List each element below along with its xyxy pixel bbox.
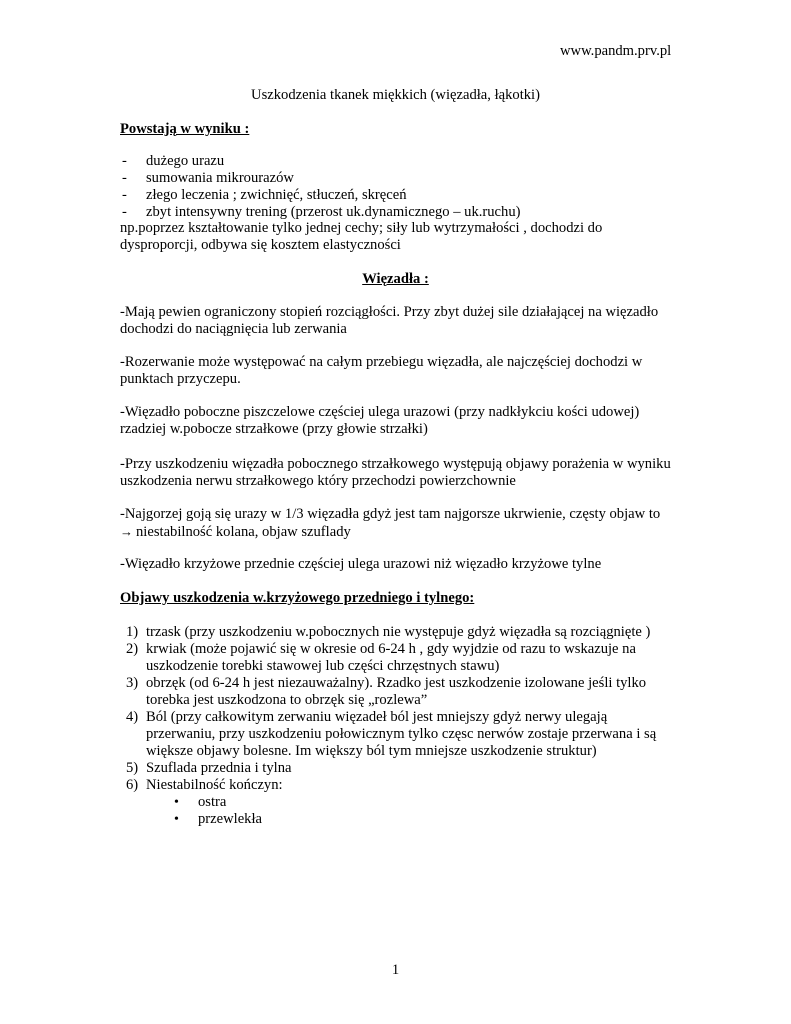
list-item: 1) trzask (przy uszkodzeniu w.pobocznych nie występuje gdyż więzadła są rozciągnięte ) [126,624,651,640]
arrow-right-icon: → [120,524,133,539]
section-heading-ligaments: Więzadła : [362,271,429,287]
paragraph-line: np.poprzez kształtowanie tylko jednej cechy; siły lub wytrzymałości , dochodzi do [120,220,603,236]
document-title: Uszkodzenia tkanek miękkich (więzadła, łąkotki) [251,87,540,103]
paragraph-line: → niestabilność kolana, objaw szuflady [120,524,351,540]
paragraph-line: dysproporcji, odbywa się kosztem elastyczności [120,237,401,253]
paragraph-line: -Więzadło poboczne piszczelowe częściej ulega urazowi (przy nadkłykciu kości udowej) [120,404,640,420]
paragraph-line: punktach przyczepu. [120,371,241,387]
paragraph-line: uszkodzenia nerwu strzałkowego który przechodzi powierzchownie [120,473,516,489]
instability-subtypes [146,794,680,828]
paragraph-line: dochodzi do naciągnięcia lub zerwania [120,321,347,337]
document-page: www.pandm.prv.pl Uszkodzenia tkanek miękkich (więzadła, łąkotki) Powstają w wyniku : - dużego urazu - sumowania mikrourazów - złego leczenia ; zwichnięć, stłuczeń, skręceń - zbyt intensywny trening (przerost uk.dynamicznego – uk.ruchu) np.poprzez kształtowanie tylko jednej cechy; siły lub wytrzymałości , dochodzi do dysproporcji, odbywa się kosztem elastyczności Więzadła : -Mają pewien ograniczony stopień rozciągłości. Przy zbyt dużej sile działającej na więzadło dochodzi do naciągnięcia lub zerwania -Rozerwanie może występować na całym przebiegu więzadła, ale najczęściej dochodzi w punktach przyczepu. -Więzadło poboczne piszczelowe częściej ulega urazowi (przy nadkłykciu kości udowej) rzadziej w.pobocze strzałkowe (przy głowie strzałki) -Przy uszkodzeniu więzadła pobocznego strzałkowego występują objawy porażenia w wyniku uszkodzenia nerwu strzałkowego który przechodzi powierzchownie -Najgorzej goją się urazy w 1/3 więzadła gdyż jest tam najgorsze ukrwienie, częsty objaw to → niestabilność kolana, objaw szuflady -Więzadło krzyżowe przednie częściej ulega urazowi niż więzadło krzyżowe tylne Objawy uszkodzenia w.krzyżowego przedniego i tylnego: 1) trzask (przy uszkodzeniu w.pobocznych nie występuje gdyż więzadła są rozciągnięte ) 2) krwiak (może pojawić się w okresie od 6-24 h , gdy wyjdzie od razu to wskazuje na uszkodzenie torebki stawowej lub części chrzęstnych stawu) 3) obrzęk (od 6-24 h jest niezauważalny). Rzadko jest uszkodzenie izolowane jeśli tylko torebka jest uszkodzona to obrzęk się „rozlewa” 4) Ból (przy całkowitym zerwaniu więzadeł ból jest mniejszy gdyż nerwy ulegają przerwaniu, przy uszkodzeniu połowicznym tylko częsc nerwów zostaje przerwana i są większe objawy bolesne. Im większy ból tym mniejsze uszkodzenie struktur) 5) Szuflada przednia i tylna 6) Niestabilność kończyn: • ostra • przewlekła 1 [0,0,791,1024]
header-url: www.pandm.prv.pl [560,43,672,59]
section-heading-causes: Powstają w wyniku : [120,121,250,137]
section-heading-symptoms: Objawy uszkodzenia w.krzyżowego przedniego i tylnego: [120,590,475,606]
paragraph-line: -Przy uszkodzeniu więzadła pobocznego strzałkowego występują objawy porażenia w wyniku [120,456,671,472]
paragraph-line: rzadziej w.pobocze strzałkowe (przy głowie strzałki) [120,421,428,437]
list-item: 6) Niestabilność kończyn: • ostra • przewlekła [120,777,680,828]
list-item: 3) obrzęk (od 6-24 h jest niezauważalny). Rzadko jest uszkodzenie izolowane jeśli tylko torebka jest uszkodzona to obrzęk się „rozlewa” [126,675,647,708]
bullet-icon: • [174,795,179,810]
paragraph-line: -Mają pewien ograniczony stopień rozciągłości. Przy zbyt dużej sile działającej na więzadło [120,304,659,320]
bullet-item: • przewlekła [174,811,263,827]
list-item: 4) Ból (przy całkowitym zerwaniu więzadeł ból jest mniejszy gdyż nerwy ulegają przerwaniu, przy uszkodzeniu połowicznym tylko częsc nerwów zostaje przerwana i są większe objawy bolesne. Im większy ból tym mniejsze uszkodzenie struktur) [126,709,657,759]
paragraph-line: -Więzadło krzyżowe przednie częściej ulega urazowi niż więzadło krzyżowe tylne [120,556,602,572]
bullet-item: • ostra [174,794,227,810]
paragraph-line: -Rozerwanie może występować na całym przebiegu więzadła, ale najczęściej dochodzi w [120,354,643,370]
page-number: 1 [391,962,400,978]
list-item: 5) Szuflada przednia i tylna [126,760,292,776]
list-item: 2) krwiak (może pojawić się w okresie od 6-24 h , gdy wyjdzie od razu to wskazuje na uszkodzenie torebki stawowej lub części chrzęstnych stawu) [126,641,636,674]
paragraph-line: -Najgorzej goją się urazy w 1/3 więzadła gdyż jest tam najgorsze ukrwienie, częsty objaw to [120,506,661,522]
bullet-icon: • [174,812,179,827]
symptoms-list [120,624,680,828]
